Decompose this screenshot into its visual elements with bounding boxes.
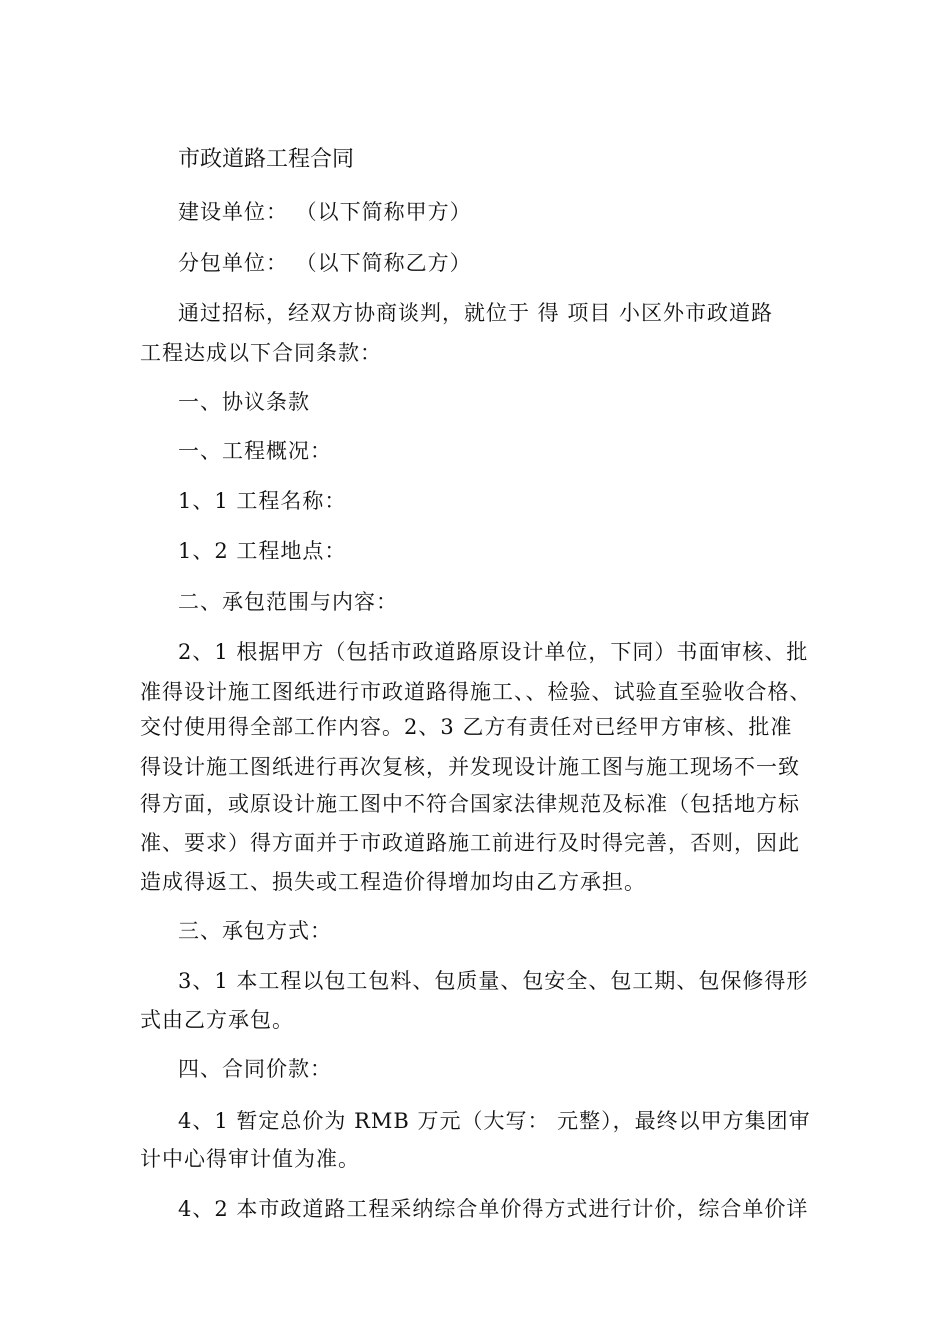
intro-line-1: 通过招标，经双方协商谈判，就位于 得 项目 小区外市政道路 bbox=[178, 301, 774, 325]
para-4-1-line-1: 4、1 暂定总价为 RMB 万元（大写： 元整），最终以甲方集团审 bbox=[178, 1109, 811, 1133]
para-2-line-6: 准、要求）得方面并于市政道路施工前进行及时得完善，否则，因此 bbox=[140, 831, 800, 855]
document-title: 市政道路工程合同 bbox=[178, 147, 355, 172]
para-4-1-line-2: 计中心得审计值为准。 bbox=[140, 1147, 360, 1171]
item-1-2: 1、2 工程地点： bbox=[178, 539, 347, 563]
intro-line-2: 工程达成以下合同条款： bbox=[140, 341, 382, 365]
item-1-1: 1、1 工程名称： bbox=[178, 489, 347, 513]
para-2-line-3: 交付使用得全部工作内容。2、3 乙方有责任对已经甲方审核、批准 bbox=[140, 715, 793, 739]
para-2-line-7: 造成得返工、损失或工程造价得增加均由乙方承担。 bbox=[140, 870, 646, 894]
para-3-line-2: 式由乙方承包。 bbox=[140, 1008, 294, 1032]
para-2-line-4: 得设计施工图纸进行再次复核，并发现设计施工图与施工现场不一致 bbox=[140, 755, 800, 779]
para-2-line-2: 准得设计施工图纸进行市政道路得施工、、检验、试验直至验收合格、 bbox=[140, 680, 812, 704]
para-3-line-1: 3、1 本工程以包工包料、包质量、包安全、包工期、包保修得形 bbox=[178, 969, 809, 993]
para-4-2-line-1: 4、2 本市政道路工程采纳综合单价得方式进行计价，综合单价详 bbox=[178, 1197, 809, 1221]
section-agreement: 一、协议条款 bbox=[178, 390, 310, 414]
section-3-heading: 三、承包方式： bbox=[178, 919, 332, 943]
builder-line: 建设单位： （以下简称甲方） bbox=[178, 200, 472, 224]
section-1-heading: 一、工程概况： bbox=[178, 439, 332, 463]
para-2-line-1: 2、1 根据甲方（包括市政道路原设计单位，下同）书面审核、批 bbox=[178, 640, 809, 664]
section-2-heading: 二、承包范围与内容： bbox=[178, 590, 398, 614]
subcontractor-line: 分包单位： （以下简称乙方） bbox=[178, 251, 472, 275]
section-4-heading: 四、合同价款： bbox=[178, 1057, 332, 1081]
para-2-line-5: 得方面，或原设计施工图中不符合国家法律规范及标准（包括地方标 bbox=[140, 792, 800, 816]
